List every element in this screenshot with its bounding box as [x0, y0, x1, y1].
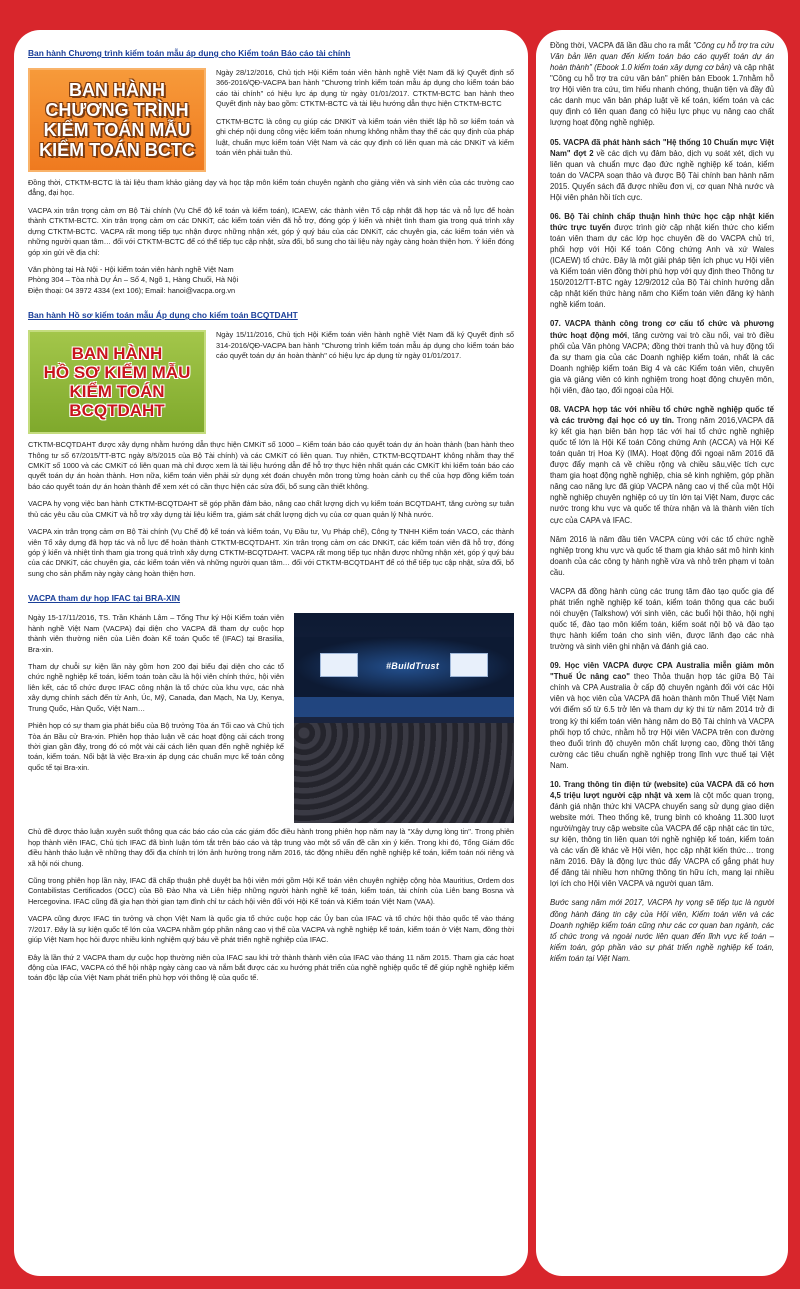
address-line: Phòng 304 – Tòa nhà Dự Án – Số 4, Ngõ 1, Hàng Chuối, Hà Nội	[28, 275, 239, 285]
section-title-ifac[interactable]: VACPA tham dự họp IFAC tại BRA-XIN	[28, 593, 181, 604]
feature-text	[216, 68, 514, 172]
paragraph: VACPA xin trân trọng cảm ơn Bộ Tài chính (Vụ Chế độ kế toán và kiểm toán), ICAEW, các thành viên Tổ cập nhật đã hợp tác và nỗ lực để hoàn thành CTKTM-BCTC. Xin trân trọng cảm ơn các DNKiT, các kiểm toán viên đã hỗ trợ, đóng góp ý kiến và nhiệt tình tham gia trong quá trình xây dựng CTKTM-BCTC. VACPA rất mong tiếp tục nhận được những nhận xét, góp ý quý báu của các DNKiT, các chuyên gia, các kiểm toán viên và những người quan tâm… đối với CTKTM-BCTC để có thể tiếp tục cập nhật, sửa đổi, bổ sung cho tài liệu này ngày càng hoàn thiện hơn. Ý kiến đóng góp xin gửi về địa chỉ:	[28, 205, 514, 257]
paragraph: VACPA hy vọng việc ban hành CTKTM-BCQTDAHT sẽ góp phần đảm bảo, nâng cao chất lượng dịch vụ kiểm toán BCQTDAHT, tăng cường sự tuân thủ các yêu cầu của CMKiT và hỗ trợ xây dựng tài liệu kiểm tra, giám sát chất lượng dịch vụ của cơ quan quản lý Nhà nước.	[28, 499, 514, 519]
paragraph: Ngày 15/11/2016, Chủ tịch Hội Kiểm toán viên hành nghề Việt Nam đã ký Quyết định số 314-2016/QĐ-VACPA ban hành "Chương trình kiểm toán mẫu áp dụng cho kiểm toán báo cáo quyết toán dự án hoàn thành" có hiệu lực áp dụng từ ngày 01/01/2017.	[216, 330, 514, 361]
item-body: , tăng cường vai trò cầu nối, vai trò điều phối của Văn phòng VACPA; đồng thời tranh thủ và huy động tối đa sự tham gia của các Doanh nghiệp kiểm toán, nhất là các Doanh nghiệp kiểm toán Big 4 và các Kiểm toán viên, chuyên gia và giảng viên có kinh nghiệm trong hoạt động chuyên môn, hội viên, đào tạo, đối ngoại của Hội.	[550, 330, 774, 395]
photo-row-text	[28, 613, 284, 823]
item-heading: 05. VACPA đã phát hành sách "Hệ thống 10 Chuẩn mực Việt Nam" đợt 2	[550, 137, 774, 158]
item-09	[550, 660, 774, 771]
section-title-bcqtdaht[interactable]: Ban hành Hồ sơ kiểm toán mẫu Áp dụng cho kiểm toán BCQTDAHT	[28, 310, 298, 321]
item-heading: 06. Bộ Tài chính chấp thuận hình thức học cập nhật kiến thức trực tuyến	[550, 211, 774, 232]
paragraph: VACPA đã đồng hành cùng các trung tâm đào tạo quốc gia để phát triển nghề nghiệp kế toán, kiểm toán thông qua các buổi nói chuyện (Talkshow) với sinh viên, các buổi hội thảo, hội nghị quốc tế, đào tạo môn kiểm toán, kiểm soát nội bộ và đào tạo thực hành kiểm toán cho sinh viên, được lãnh đạo các nhà trường và sinh viên ghi nhận và đánh giá cao.	[550, 586, 774, 652]
banner-line: CHƯƠNG TRÌNH	[45, 99, 189, 120]
banner-line: BAN HÀNH	[69, 79, 165, 100]
feature-bcqtdaht	[28, 330, 514, 434]
address-block	[28, 265, 514, 296]
paragraph: Đồng thời, CTKTM-BCTC là tài liệu tham khảo giảng dạy và học tập môn kiểm toán chuyên ngành cho giảng viên và sinh viên của các trường cao đẳng, đại học.	[28, 178, 514, 198]
banner-bctc	[28, 68, 206, 172]
left-column	[14, 30, 528, 1276]
banner-line: KIỂM TOÁN MẪU	[43, 120, 191, 140]
paragraph: VACPA xin trân trọng cảm ơn Bộ Tài chính (Vụ Chế độ kế toán và kiểm toán, Vụ Đầu tư, Vụ Pháp chế), Công ty TNHH Kiểm toán VACO, các thành viên Tổ xây dựng đã hợp tác và nỗ lực để hoàn thành CTKTM-BCQTDAHT. Xin trân trọng cảm ơn các DNKiT, các kiểm toán viên đã hỗ trợ, đóng góp ý kiến và nhiệt tình tham gia trong quá trình xây dựng CTKTM-BCQTDAHT. VACPA rất mong tiếp tục nhận được những nhận xét, góp ý quý báu của các DNKiT, các chuyên gia, các kiểm toán viên và những người quan tâm… đối với CTKTM-BCQTDAHT để có thể tiếp tục cập nhật, sửa đổi, bổ sung cho sản phẩm này ngày càng hoàn thiện hơn.	[28, 527, 514, 578]
item-body: về các dịch vụ đảm bảo, dịch vụ soát xét, dịch vụ liên quan và chuẩn mực đạo đức nghề nghiệp kế toán, kiểm toán do VACPA soạn thảo và được Bộ Tài chính ban hành năm 2015. Quyển sách đã được nhiều đơn vị, cơ quan Nhà nước và Hội viên phản hồi tích cực.	[550, 148, 774, 202]
item-heading: 10. Trang thông tin điện tử (website) của VACPA đã có hơn 4,5 triệu lượt người cập nhật và xem	[550, 779, 774, 800]
banner-line: HỒ SƠ KIỂM MẪU	[43, 363, 191, 383]
banner-bcqtdaht	[28, 330, 206, 434]
address-line: Điện thoại: 04 3972 4334 (ext 106); Email: hanoi@vacpa.org.vn	[28, 285, 236, 295]
ifac-photo-row	[28, 613, 514, 823]
item-heading: 08. VACPA hợp tác với nhiều tổ chức nghề nghiệp quốc tế và các trường đại học có uy tín.	[550, 404, 774, 425]
item-05	[550, 137, 774, 203]
paragraph: Năm 2016 là năm đầu tiên VACPA cùng với các tổ chức nghề nghiệp trong khu vực và quốc tế tham gia khảo sát mô hình kinh doanh của các công ty hành nghề vừa và nhỏ trên phạm vi toàn cầu.	[550, 534, 774, 577]
banner-line: KIỂM TOÁN BCTC	[39, 140, 195, 161]
address-line: Văn phòng tại Hà Nội - Hội kiểm toán viên hành nghề Việt Nam	[28, 264, 234, 274]
item-body: Trong năm 2016,VACPA đã ký kết gia hạn biên bản hợp tác với hai tổ chức nghề nghiệp quốc tế lớn là Hội Kế toán Công chứng Anh (ACCA) và Hội Kế toán quản trị Hoa Kỳ (IMA). Hoạt động đối ngoại năm 2016 đã được đẩy mạnh cả về chiều rộng và chiều sâu,việc tích cực tham gia hoạt động nghề nghiệp, chia sẻ kinh nghiệm, góp phần nâng cao năng lực đã giúp VACPA nâng cao vị thế của một Hội nghề nghiệp chuyên nghiệp có uy tín lớn tại Việt Nam, được các nước trong khu vực và quốc tế thừa nhận và là thành viên tích cực của CAPA và IFAC.	[550, 415, 774, 525]
item-10	[550, 779, 774, 890]
banner-line: BAN HÀNH	[71, 344, 163, 364]
paragraph: CTKTM-BCTC là công cụ giúp các DNKiT và kiểm toán viên thiết lập hồ sơ kiểm toán và ghi chép nội dung công việc kiểm toán nhưng không nhằm thay thế các quy định của pháp luật, chuẩn mực kiểm toán Việt Nam và các quy định có liên quan mà các DNKiT và kiểm toán viên phải tuân thủ.	[216, 116, 514, 157]
paragraph: Ngày 28/12/2016, Chủ tịch Hội Kiểm toán viên hành nghề Việt Nam đã ký Quyết định số 366-2016/QĐ-VACPA ban hành "Chương trình kiểm toán mẫu áp dụng cho kiểm toán báo cáo tài chính" có hiệu lực áp dụng từ ngày 01/01/2017. CTKTM-BCTC ban hành theo Quyết định này bao gồm: CTKTM-BCTC và tài liệu hướng dẫn thực hiện CTKTM-BCTC	[216, 68, 514, 109]
item-heading: 07. VACPA thành công trong cơ cấu tổ chức và phương thức hoạt động mới	[550, 319, 774, 340]
item-body: là cột mốc quan trọng, đánh giá nhận thức khi VACPA chuyển sang sử dụng giao diện website mới. Theo thống kê, trung bình có khoảng 11.300 lượt người/ngày truy cập website của VACPA để cập nhật các tin tức, sự kiện, thông tin liên quan tới nghề nghiệp kế toán, kiểm toán và các vấn đề khác về Hội viên, học cập nhật kiến thức… trong năm 2016. Đây là động lực thúc đẩy VACPA cố gắng phát huy để đăng tải nhiều hơn những thông tin hữu ích, mang lại nhiều lợi ích cho Hội viên VACPA và người quan tâm.	[550, 790, 774, 889]
paragraph: Tham dự chuỗi sự kiện lần này gồm hơn 200 đại biểu đại diện cho các tổ chức nghề nghiệp kế toán, kiểm toán toàn cầu là hội viên chính thức, hội viên liên kết, các tổ chức được IFAC công nhận là tổ chức của khu vực, các nhà xây dựng chính sách đến từ Anh, Úc, Mỹ, Canada, đan Mạch, Na Uy, Kenya, Trung Quốc, Hàn Quốc, Việt Nam…	[28, 661, 284, 713]
audience	[294, 723, 514, 823]
text-run: Đồng thời, VACPA đã lần đầu cho ra mắt	[550, 41, 694, 50]
paragraph: VACPA cũng được IFAC tin tưởng và chọn Việt Nam là quốc gia tổ chức cuộc họp các Ủy ban của IFAC và tổ chức hội thảo quốc tế vào tháng 7/2017. Đây là sự kiện quốc tế lớn của VACPA nhằm góp phần nâng cao vị thế của VACPA và nghề nghiệp kế toán, kiểm toán ở Việt Nam, đồng thời giúp Việt Nam học hỏi được nhiều kinh nghiệm quý báu về phát triển nghề nghiệp của IFAC.	[28, 914, 514, 945]
item-06	[550, 211, 774, 311]
item-08	[550, 404, 774, 526]
conference-photo	[294, 613, 514, 823]
ebook-title: "Công cụ hỗ trợ tra cứu Văn bản liên quan đến kiểm toán báo cáo quyết toán dự án hoàn thành" (Ebook 1.0 kiểm toán xây dựng cơ bản)	[550, 41, 774, 73]
paragraph	[550, 40, 774, 129]
item-07	[550, 318, 774, 395]
feature-text	[216, 330, 514, 434]
banner-line: KIỂM TOÁN BCQTDAHT	[69, 382, 165, 421]
photo-logo-text: #BuildTrust	[386, 661, 440, 672]
paragraph: Đây là lần thứ 2 VACPA tham dự cuộc họp thường niên của IFAC sau khi trở thành thành viên của IFAC vào tháng 11 năm 2015. Tham gia các hoạt động của IFAC, VACPA có thể hội nhập ngày càng cao và nắm bắt được các xu hướng phát triển của nghề nghiệp quốc tế để giúp nghề nghiệp kiểm toán độc lập của Việt Nam phát triển phù hợp với thông lệ của quốc tế.	[28, 952, 514, 983]
feature-bctc	[28, 68, 514, 172]
item-body: theo Thỏa thuận hợp tác giữa Bộ Tài chính và CPA Australia ở cấp độ chuyên ngành đối với các Hội viên và học viên của VACPA đã hoàn thành môn Thuế Việt Nam với điểm số từ 6.5 trở lên và tham dự kỳ thi từ năm 2014 trở đi trong kỳ thi kiểm toán viên hàng năm do Bộ Tài chính và VACPA phối hợp tổ chức, nhằm hỗ trợ Hội viên VACPA trên con đường theo đuổi trình độ chuyên môn chất lượng cao, đồng thời tăng cường các tiêu chuẩn nghề nghiệp trong lĩnh vực thuế tại Việt Nam.	[550, 672, 774, 770]
paragraph: CTKTM-BCQTDAHT được xây dựng nhằm hướng dẫn thực hiện CMKiT số 1000 – Kiểm toán báo cáo quyết toán dự án hoàn thành (ban hành theo Thông tư số 67/2015/TT-BTC ngày 8/5/2015 của Bộ Tài chính) và các CMKiT có liên quan. Tuy nhiên, CTKTM-BCQTDAHT không nhằm thay thế CMKiT số 1000 và các CMKiT có liên quan mà chỉ được xem là tài liệu hướng dẫn để hỗ trợ thực hiện nhất quán các CMKiT khi kiểm toán báo cáo quyết toán dự án hoàn thành. Hơn nữa, kiểm toán viên phải sử dụng xét đoán chuyên môn trong từng hoàn cảnh cụ thể của hợp đồng kiểm toán báo cáo quyết toán dự án hoàn thành để xem xét có cần thực hiện các sửa đổi, bổ sung cần thiết không.	[28, 440, 514, 491]
item-body: được trình giờ cập nhật kiến thức cho kiểm toán viên tham dự các lớp học chuyên đề do VACPA chủ trì, phối hợp với Hội Kế toán Công chứng Anh và xứ Wales (ICAEW) tổ chức. Đây là một giải pháp tiện ích phục vụ Hội viên và Kiểm toán viên đồng thời phù hợp với quy định theo Thông tư 150/2012/TT-BTC ngày 12/9/2012 của Bộ Tài chính hướng dẫn cập nhật kiến thức hàng năm cho Kiểm toán viên đăng ký hành nghề kiểm toán.	[550, 222, 774, 310]
paragraph: Cũng trong phiên họp lần này, IFAC đã chấp thuận phê duyệt ba hội viên mới gồm Hội Kế toán viên chuyên nghiệp cộng hòa Mauritius, Ordem dos Contabilistas Certificados (OCC) của Bồ Đào Nha và Liên hiệp những người hành nghề kế toán, kiểm toán, tài chính của Liên bang Bosna và Hercegovina. IFAC cũng đã gia hạn thời gian tạm đình chỉ tư cách hội viên đối với Hội Kế toán và Kiểm toán Việt Nam (VAA).	[28, 875, 514, 906]
item-heading: 09. Học viên VACPA được CPA Australia miễn giảm môn "Thuế Úc nâng cao"	[550, 661, 774, 682]
right-column	[536, 30, 788, 1276]
text-run: và cập nhật "Công cụ hỗ trợ tra cứu văn bản" phiên bản Ebook 1.7nhằm hỗ trợ Hội viên tra cứu, tìm hiểu nhanh chóng, thuận tiện và đầy đủ các danh mục văn bản pháp luật về kế toán, kiểm toán và các quy định có liên quan đang có hiệu lực phục vụ nâng cao chất lượng hoạt động nghề nghiệp.	[550, 63, 774, 128]
closing-paragraph: Bước sang năm mới 2017, VACPA hy vọng sẽ tiếp tục là người đồng hành đáng tin cậy của Hội viên, Kiểm toán viên và các Doanh nghiệp kiểm toán cũng như các cơ quan ban ngành, các tổ chức trong và ngoài nước liên quan đến lĩnh vực kế toán – kiểm toán, góp phần vào sự phát triển nghề nghiệp kế toán, kiểm toán tại Việt Nam.	[550, 898, 774, 963]
paragraph: Chủ đề được thảo luận xuyên suốt thông qua các báo cáo của các giám đốc điều hành trong phiên họp năm nay là "Xây dựng lòng tin". Trong phiên họp thành viên IFAC, Chủ tịch IFAC đã bình luận tóm tắt trên báo cáo và tập trung vào một số vấn đề cần xin ý kiến. Trong khi đó, Tổng Giám đốc điều hành thảo luận về những thay đổi địa chính trị lớn ảnh hưởng trong năm 2016, tác động nhiều đến nghề nghiệp kế toán, kiểm toán nói riêng và xã hội nói chung.	[28, 827, 514, 868]
section-title-bctc[interactable]: Ban hành Chương trình kiểm toán mẫu áp dụng cho Kiểm toán Báo cáo tài chính	[28, 48, 351, 58]
paragraph: Phiên họp có sự tham gia phát biểu của Bộ trưởng Tòa án Tối cao và Chủ tịch Tòa án Bầu cử Bra-xin. Phiên họp thảo luận về các hoạt động cải cách trong thời gian gần đây, trong đó có một vài cải cách liên quan đến nghề nghiệp kế toán, kiểm toán. Nổi bật là việc Bra-xin áp dụng các chuẩn mực kế toán công quốc tế tại Bra-xin.	[28, 721, 284, 772]
paragraph: Ngày 15-17/11/2016, TS. Trần Khánh Lâm – Tổng Thư ký Hội Kiểm toán viên hành nghề Việt Nam (VACPA) đại diện cho VACPA đã tham dự cuộc họp thành viên thường niên của Liên đoàn Kế toán Quốc tế (IFAC) tại Brasilia, Bra-xin.	[28, 613, 284, 654]
